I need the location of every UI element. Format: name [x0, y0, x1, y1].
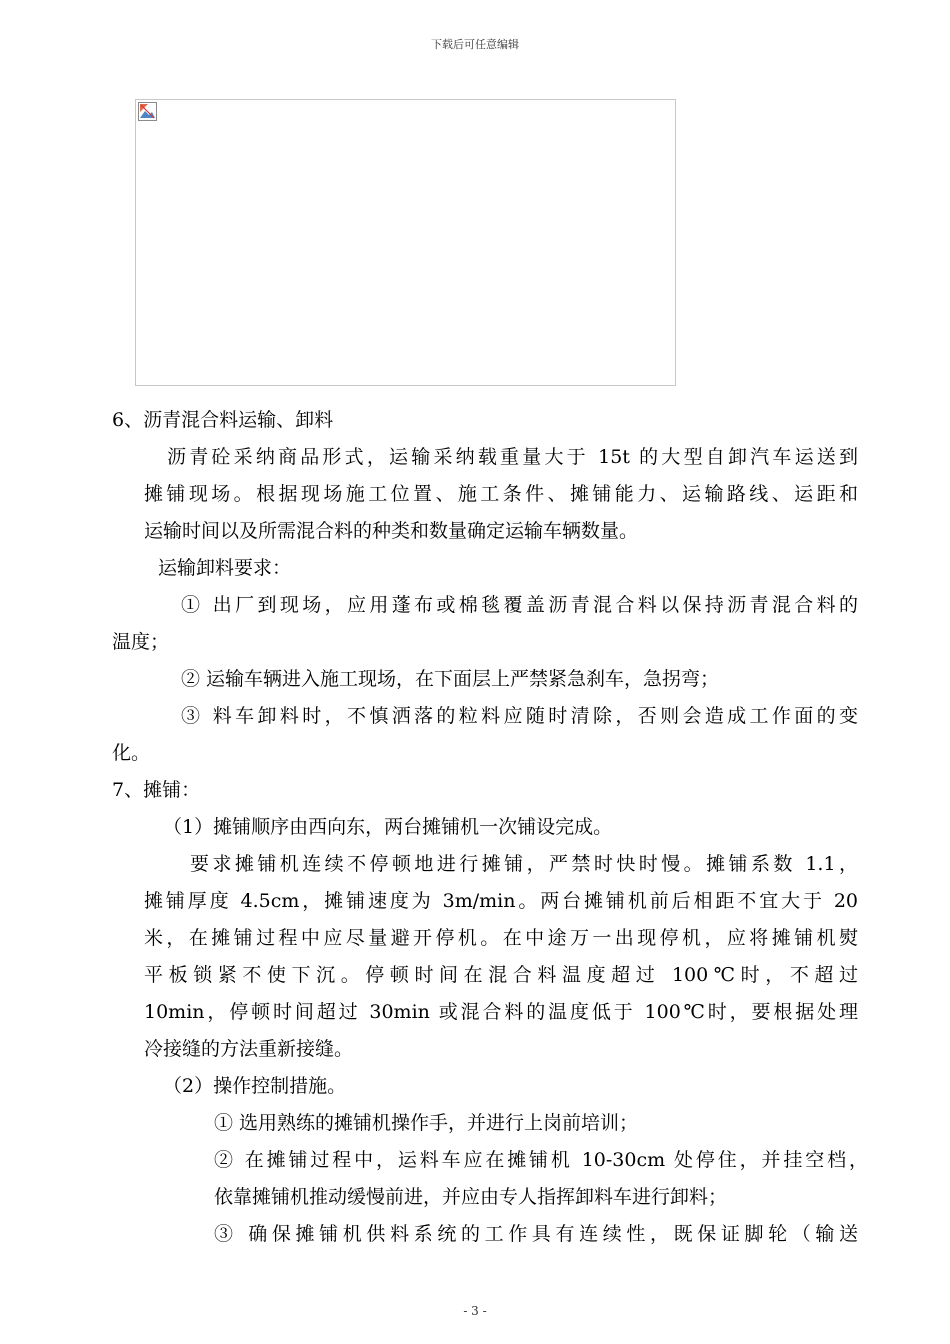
requirement-item: ③ 料车卸料时，不慎洒落的粒料应随时清除，否则会造成工作面的变 — [181, 705, 858, 727]
requirement-item: ② 运输车辆进入施工现场，在下面层上严禁紧急刹车，急拐弯； — [181, 668, 720, 690]
requirement-item-cont: 化。 — [112, 742, 151, 764]
paragraph-line: 摊铺现场。根据现场施工位置、施工条件、摊铺能力、运输路线、运距和 — [144, 483, 858, 505]
page-number: - 3 - — [463, 1304, 487, 1318]
paragraph-line: 米，在摊铺过程中应尽量避开停机。在中途万一出现停机，应将摊铺机熨 — [144, 927, 858, 949]
page-header: 下载后可任意编辑 — [431, 38, 519, 51]
measure-item-cont: 依靠摊铺机推动缓慢前进，并应由专人指挥卸料车进行卸料； — [214, 1186, 728, 1208]
requirements-heading: 运输卸料要求： — [158, 557, 292, 579]
measure-item: ② 在摊铺过程中，运料车应在摊铺机 10-30cm 处停住，并挂空档， — [214, 1149, 868, 1171]
section-7-title: 7、摊铺： — [112, 779, 201, 801]
paragraph-line: 要求摊铺机连续不停顿地进行摊铺，严禁时快时慢。摊铺系数 1.1， — [190, 853, 858, 875]
paragraph-line: 摊铺厚度 4.5cm，摊铺速度为 3m/min。两台摊铺机前后相距不宜大于 20 — [144, 890, 858, 912]
paragraph-line: 运输时间以及所需混合料的种类和数量确定运输车辆数量。 — [144, 520, 639, 542]
measure-item: ③ 确保摊铺机供料系统的工作具有连续性，既保证脚轮（输送 — [214, 1223, 858, 1245]
paragraph-line: 沥青砼采纳商品形式，运输采纳载重量大于 15t 的大型自卸汽车运送到 — [167, 446, 858, 468]
requirement-item: ① 出厂到现场，应用蓬布或棉毯覆盖沥青混合料以保持沥青混合料的 — [181, 594, 858, 616]
section-6-title: 6、沥青混合料运输、卸料 — [112, 409, 334, 431]
paragraph-line: 冷接缝的方法重新接缝。 — [144, 1038, 354, 1060]
requirement-item-cont: 温度； — [112, 631, 170, 653]
subsection-1: （1）摊铺顺序由西向东，两台摊铺机一次铺设完成。 — [163, 816, 613, 838]
broken-image-icon — [138, 102, 157, 121]
paragraph-line: 10min，停顿时间超过 30min 或混合料的温度低于 100℃时，要根据处理 — [144, 1001, 858, 1023]
measure-item: ① 选用熟练的摊铺机操作手，并进行上岗前培训； — [214, 1112, 639, 1134]
subsection-2: （2）操作控制措施。 — [163, 1075, 347, 1097]
paragraph-line: 平板锁紧不使下沉。停顿时间在混合料温度超过 100℃时，不超过 — [144, 964, 858, 986]
image-placeholder — [135, 99, 676, 386]
